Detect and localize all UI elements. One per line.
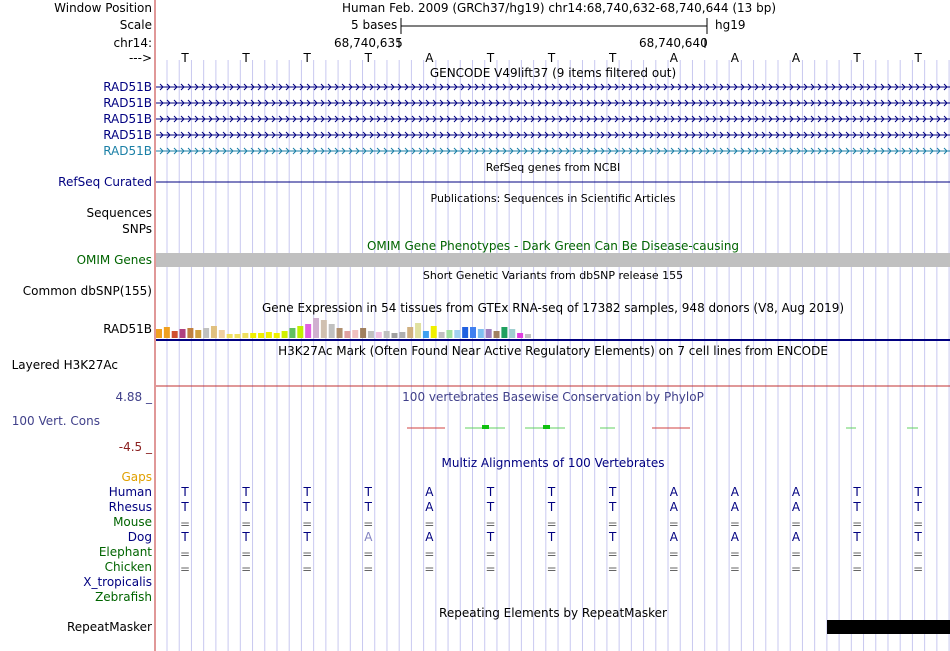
gtex-tissue-bar (337, 328, 343, 338)
reference-base: T (547, 51, 556, 65)
dbsnp-track-title: Short Genetic Variants from dbSNP release 155 (422, 269, 684, 282)
gtex-tissue-bar (525, 334, 531, 338)
gtex-tissue-bar (517, 333, 523, 338)
gtex-tissue-bar (494, 331, 500, 338)
alignment-base: A (730, 530, 739, 544)
alignment-base: T (303, 500, 311, 514)
species-xtropicalis-label[interactable]: X_tropicalis (83, 575, 152, 589)
gtex-tissue-bar (423, 331, 429, 338)
gtex-tissue-bar (211, 326, 217, 338)
gtex-tissue-bar (164, 327, 170, 338)
gtex-tissue-bar (227, 334, 233, 338)
gtex-tissue-bar (399, 332, 405, 338)
alignment-base: = (668, 562, 679, 576)
gtex-tissue-bar (407, 327, 413, 338)
scale-value: 5 bases (351, 18, 398, 32)
snps-label[interactable]: SNPs (122, 222, 152, 236)
reference-base: T (181, 51, 189, 65)
gencode-item-4[interactable]: RAD51B (103, 128, 152, 142)
gtex-tissue-bar (258, 333, 264, 338)
alignment-base: = (852, 547, 863, 561)
alignment-base: = (302, 517, 313, 531)
gencode-item-1[interactable]: RAD51B (103, 80, 152, 94)
gtex-tissue-bar (203, 328, 209, 338)
reference-base: A (791, 51, 801, 65)
reference-base: T (486, 51, 495, 65)
repeatmasker-element (827, 620, 950, 634)
alignment-base: = (546, 517, 557, 531)
pubs-track-title: Publications: Sequences in Scientific Articles (430, 192, 676, 205)
gtex-tissue-bar (470, 327, 476, 338)
gtex-tissue-bar (305, 324, 311, 338)
reference-base: T (853, 51, 861, 65)
coord-left: 68,740,635 (334, 36, 403, 50)
gtex-tissue-bar (392, 333, 398, 338)
alignment-base: = (241, 517, 252, 531)
gtex-tissue-bar (242, 333, 248, 338)
alignment-base: = (302, 547, 313, 561)
alignment-base: = (241, 562, 252, 576)
gtex-tissue-bar (187, 328, 193, 338)
alignment-base: = (729, 547, 740, 561)
alignment-base: = (179, 562, 191, 576)
alignment-base: A (425, 500, 434, 514)
species-rhesus-label[interactable]: Rhesus (108, 500, 152, 514)
alignment-base: T (364, 485, 372, 499)
chrom-label: chr14: (113, 36, 152, 50)
alignment-base: T (181, 500, 189, 514)
gtex-tissue-bar (156, 329, 162, 338)
alignment-base: T (914, 485, 922, 499)
gtex-tissue-bar (431, 326, 437, 338)
alignment-base: A (425, 530, 434, 544)
window-position-value: Human Feb. 2009 (GRCh37/hg19) chr14:68,740,632-68,740,644 (13 bp) (342, 1, 777, 15)
reference-base: T (242, 51, 250, 65)
gencode-item-3[interactable]: RAD51B (103, 112, 152, 126)
alignment-base: = (668, 517, 679, 531)
gtex-tissue-bar (446, 330, 452, 338)
alignment-base: A (791, 485, 801, 499)
alignment-base: T (364, 500, 372, 514)
alignment-base: T (853, 500, 861, 514)
gtex-tissue-bar (454, 330, 460, 338)
alignment-base: = (546, 547, 557, 561)
scale-assembly: hg19 (715, 18, 746, 32)
gtex-tissue-bar (376, 332, 382, 338)
alignment-base: T (303, 530, 311, 544)
gtex-tissue-bar (274, 333, 280, 338)
alignment-base: = (729, 562, 740, 576)
reference-base: A (669, 51, 678, 65)
alignment-base: T (609, 530, 617, 544)
reference-base: T (914, 51, 922, 65)
alignment-base: T (914, 530, 922, 544)
alignment-base: A (730, 485, 739, 499)
alignment-base: T (242, 530, 250, 544)
gtex-tissue-bar (439, 332, 445, 338)
species-chicken-label[interactable]: Chicken (104, 560, 152, 574)
alignment-base: = (179, 547, 191, 561)
alignment-base: = (790, 562, 802, 576)
scale-label: Scale (119, 18, 152, 32)
species-mouse-label[interactable]: Mouse (113, 515, 152, 529)
gtex-track-title: Gene Expression in 54 tissues from GTEx RNA-seq of 17382 samples, 948 donors (V8, Aug 2019) (261, 301, 845, 315)
gtex-tissue-bar (172, 331, 178, 338)
gtex-tissue-bar (352, 330, 358, 338)
gtex-tissue-bar (289, 328, 295, 338)
gencode-item-5[interactable]: RAD51B (103, 144, 152, 158)
alignment-base: = (607, 547, 618, 561)
window-position-label: Window Position (54, 1, 152, 15)
multiz-track-title: Multiz Alignments of 100 Vertebrates (441, 456, 665, 470)
gtex-tissue-bar (384, 331, 390, 338)
alignment-base: A (669, 530, 678, 544)
alignment-base: A (791, 500, 801, 514)
gtex-tissue-bar (282, 331, 288, 338)
gtex-tissue-bar (462, 327, 468, 338)
gtex-tissue-bar (501, 327, 507, 338)
gtex-tissue-bar (415, 323, 421, 338)
alignment-base: = (790, 517, 802, 531)
alignment-base: = (424, 562, 435, 576)
phylop-score-bar (543, 425, 550, 429)
reference-base: T (364, 51, 372, 65)
gtex-tissue-bar (313, 318, 319, 338)
alignment-base: = (668, 547, 679, 561)
phylop-score-bar (482, 425, 489, 429)
gaps-label[interactable]: Gaps (121, 470, 152, 484)
alignment-base: = (913, 517, 924, 531)
phylop-label[interactable]: 100 Vert. Cons (11, 414, 100, 428)
alignment-base: T (547, 500, 556, 514)
phylop-track-title: 100 vertebrates Basewise Conservation by PhyloP (402, 390, 704, 404)
alignment-base: = (852, 517, 863, 531)
omim-label[interactable]: OMIM Genes (76, 253, 152, 267)
repeat-label[interactable]: RepeatMasker (66, 620, 152, 634)
alignment-base: T (242, 500, 250, 514)
alignment-base: T (242, 485, 250, 499)
alignment-base: = (485, 517, 496, 531)
alignment-base: = (729, 517, 740, 531)
alignment-base: T (486, 485, 495, 499)
reference-base: T (609, 51, 617, 65)
species-zebrafish-label[interactable]: Zebrafish (95, 590, 152, 604)
gtex-tissue-bar (235, 334, 241, 338)
alignment-base: T (303, 485, 311, 499)
species-human-label[interactable]: Human (108, 485, 152, 499)
sequences-label[interactable]: Sequences (86, 206, 152, 220)
reference-base: A (730, 51, 739, 65)
alignment-base: = (913, 547, 924, 561)
dbsnp-label[interactable]: Common dbSNP(155) (22, 284, 152, 298)
reference-base: A (425, 51, 434, 65)
alignment-base: = (179, 517, 191, 531)
alignment-base: T (609, 500, 617, 514)
alignment-base: = (241, 547, 252, 561)
gtex-tissue-bar (297, 326, 303, 338)
alignment-base: = (485, 547, 496, 561)
species-elephant-label[interactable]: Elephant (98, 545, 152, 559)
alignment-base: = (424, 547, 435, 561)
gtex-tissue-bar (360, 328, 366, 338)
h3k27-label[interactable]: Layered H3K27Ac (11, 358, 118, 372)
refseq-track-title: RefSeq genes from NCBI (485, 161, 621, 174)
alignment-base: T (547, 485, 556, 499)
alignment-base: = (302, 562, 313, 576)
alignment-base: T (914, 500, 922, 514)
alignment-base: = (363, 547, 374, 561)
gtex-tissue-bar (344, 331, 350, 338)
alignment-base: = (790, 547, 802, 561)
gtex-tissue-bar (368, 331, 374, 338)
alignment-base: = (852, 562, 863, 576)
omim-track-title: OMIM Gene Phenotypes - Dark Green Can Be Disease-causing (366, 239, 740, 253)
alignment-base: = (485, 562, 496, 576)
alignment-base: = (546, 562, 557, 576)
alignment-base: = (363, 562, 374, 576)
phylop-min: -4.5 _ (118, 440, 152, 454)
gtex-tissue-bar (180, 329, 186, 338)
alignment-base: = (424, 517, 435, 531)
gtex-tissue-bar (195, 330, 201, 338)
alignment-base: A (669, 500, 678, 514)
alignment-base: T (853, 530, 861, 544)
gtex-tissue-bar (478, 329, 484, 338)
alignment-base: A (425, 485, 434, 499)
alignment-base: T (486, 530, 495, 544)
coord-right: 68,740,640 (639, 36, 708, 50)
alignment-base: T (181, 485, 189, 499)
gtex-tissue-bar (250, 333, 256, 338)
alignment-base: A (669, 485, 678, 499)
alignment-base: = (607, 517, 618, 531)
gtex-tissue-bar (486, 329, 492, 338)
alignment-base: T (609, 485, 617, 499)
alignment-base: T (486, 500, 495, 514)
alignment-base: T (181, 530, 189, 544)
alignment-base: = (913, 562, 924, 576)
alignment-base: = (607, 562, 618, 576)
phylop-max: 4.88 _ (115, 390, 152, 404)
omim-bar (156, 253, 950, 267)
gtex-tissue-bar (509, 329, 515, 338)
alignment-base: A (791, 530, 801, 544)
h3k27-track-title: H3K27Ac Mark (Often Found Near Active Regulatory Elements) on 7 cell lines from ENCODE (278, 344, 828, 358)
strand-label: ---> (128, 51, 152, 65)
gencode-item-2[interactable]: RAD51B (103, 96, 152, 110)
repeat-track-title: Repeating Elements by RepeatMasker (439, 606, 667, 620)
species-dog-label[interactable]: Dog (127, 530, 152, 544)
gtex-tissue-bar (321, 320, 327, 338)
alignment-base: A (364, 530, 373, 544)
gtex-tissue-bar (219, 330, 225, 338)
gtex-tissue-bar (329, 324, 335, 338)
alignment-base: T (547, 530, 556, 544)
alignment-base: T (853, 485, 861, 499)
gtex-label[interactable]: RAD51B (103, 322, 152, 336)
gtex-tissue-bar (266, 332, 272, 338)
refseq-label[interactable]: RefSeq Curated (58, 175, 152, 189)
reference-base: T (303, 51, 311, 65)
gencode-track-title: GENCODE V49lift37 (9 items filtered out) (429, 66, 677, 80)
alignment-base: = (363, 517, 374, 531)
alignment-base: A (730, 500, 739, 514)
